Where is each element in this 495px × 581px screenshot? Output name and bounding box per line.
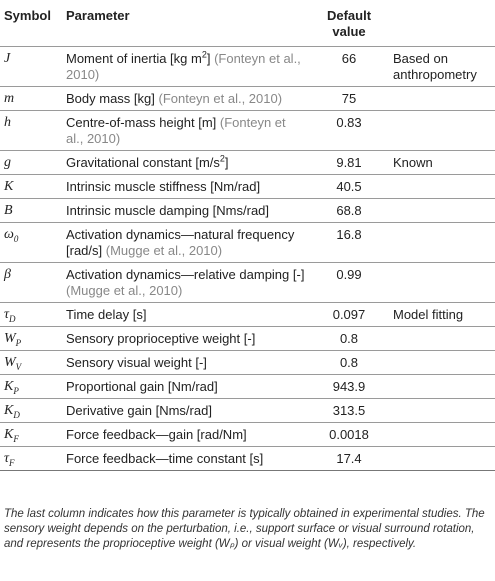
symbol-cell: J (0, 47, 62, 87)
value-cell: 0.8 (309, 351, 389, 375)
value-cell: 68.8 (309, 199, 389, 223)
symbol-cell: $W_V$ (0, 351, 62, 375)
parameter-cell: Gravitational constant $[m/s^2]$ (62, 151, 309, 175)
source-cell (389, 111, 495, 151)
table-row (0, 111, 495, 151)
value-cell: 66 (309, 47, 389, 87)
symbol-cell: $K_P$ (0, 375, 62, 399)
source-cell: Model fitting (389, 303, 495, 327)
value-cell: 16.8 (309, 223, 389, 263)
source-cell: Based on anthropometry (389, 47, 495, 87)
table-footnote: The last column indicates how this parameter is typically obtained in experimental studies. The sensory weight depends on the perturbation, i.e., support surface or visual surround rotation, and represents the proprioceptive weight (Wₚ) or visual weight (Wᵥ), respectively. (4, 508, 485, 550)
value-cell: 0.097 (309, 303, 389, 327)
table-row (0, 223, 495, 263)
source-cell (389, 423, 495, 447)
source-cell (389, 263, 495, 303)
table-row (0, 303, 495, 327)
parameter-cell: Intrinsic muscle damping [Nms/rad] (62, 199, 309, 223)
symbol-cell: m (0, 87, 62, 111)
value-cell: 0.0018 (309, 423, 389, 447)
source-cell (389, 375, 495, 399)
parameter-cell: Sensory proprioceptive weight [-] (62, 327, 309, 351)
citation: (Fonteyn et al., 2010) (66, 51, 301, 82)
table-row (0, 399, 495, 423)
parameter-cell: Force feedback—time constant [s] (62, 447, 309, 471)
table-row (0, 423, 495, 447)
source-cell (389, 175, 495, 199)
value-cell: 0.99 (309, 263, 389, 303)
header-default-value: Default value (309, 0, 389, 47)
symbol-cell: $\omega_0$ (0, 223, 62, 263)
source-cell (389, 223, 495, 263)
table-row (0, 263, 495, 303)
source-cell: Known (389, 151, 495, 175)
source-cell (389, 447, 495, 471)
parameter-cell: Derivative gain [Nms/rad] (62, 399, 309, 423)
source-cell (389, 199, 495, 223)
table-row (0, 199, 495, 223)
value-cell: 17.4 (309, 447, 389, 471)
source-cell (389, 351, 495, 375)
symbol-cell: g (0, 151, 62, 175)
value-cell: 313.5 (309, 399, 389, 423)
parameter-cell: Time delay [s] (62, 303, 309, 327)
symbol-cell: B (0, 199, 62, 223)
parameter-cell: Body mass [kg] (Fonteyn et al., 2010) (62, 87, 309, 111)
parameter-cell: Intrinsic muscle stiffness [Nm/rad] (62, 175, 309, 199)
value-cell: 0.83 (309, 111, 389, 151)
symbol-cell: $\tau_F$ (0, 447, 62, 471)
symbol-cell: β (0, 263, 62, 303)
header-symbol: Symbol (0, 0, 62, 47)
table-row (0, 375, 495, 399)
source-cell (389, 327, 495, 351)
table-row (0, 87, 495, 111)
symbol-cell: $\tau_D$ (0, 303, 62, 327)
citation: (Fonteyn et al., 2010) (66, 115, 286, 146)
parameter-cell: Activation dynamics—relative damping [-] (Mugge et al., 2010) (62, 263, 309, 303)
table-row (0, 47, 495, 87)
symbol-cell: $K_D$ (0, 399, 62, 423)
table-row (0, 447, 495, 471)
parameter-cell: Moment of inertia [kg $m^2$] (Fonteyn et al., 2010) (62, 47, 309, 87)
parameter-cell: Centre-of-mass height [m] (Fonteyn et al., 2010) (62, 111, 309, 151)
symbol-cell: K (0, 175, 62, 199)
citation: (Mugge et al., 2010) (105, 243, 223, 258)
value-cell: 0.8 (309, 327, 389, 351)
value-cell: 40.5 (309, 175, 389, 199)
citation: (Fonteyn et al., 2010) (158, 91, 283, 106)
source-cell (389, 399, 495, 423)
symbol-cell: $W_P$ (0, 327, 62, 351)
citation: (Mugge et al., 2010) (66, 283, 183, 298)
table-row (0, 151, 495, 175)
header-parameter: Parameter (62, 0, 309, 47)
parameter-cell: Sensory visual weight [-] (62, 351, 309, 375)
parameter-cell: Force feedback—gain [rad/Nm] (62, 423, 309, 447)
parameter-cell: Activation dynamics—natural frequency [rad/s] (Mugge et al., 2010) (62, 223, 309, 263)
table-header-row (0, 0, 495, 47)
parameter-cell: Proportional gain [Nm/rad] (62, 375, 309, 399)
value-cell: 75 (309, 87, 389, 111)
table-row (0, 351, 495, 375)
source-cell (389, 87, 495, 111)
value-cell: 943.9 (309, 375, 389, 399)
value-cell: 9.81 (309, 151, 389, 175)
table-row (0, 175, 495, 199)
symbol-cell: h (0, 111, 62, 151)
header-source (389, 0, 495, 47)
symbol-cell: $K_F$ (0, 423, 62, 447)
table-row (0, 327, 495, 351)
